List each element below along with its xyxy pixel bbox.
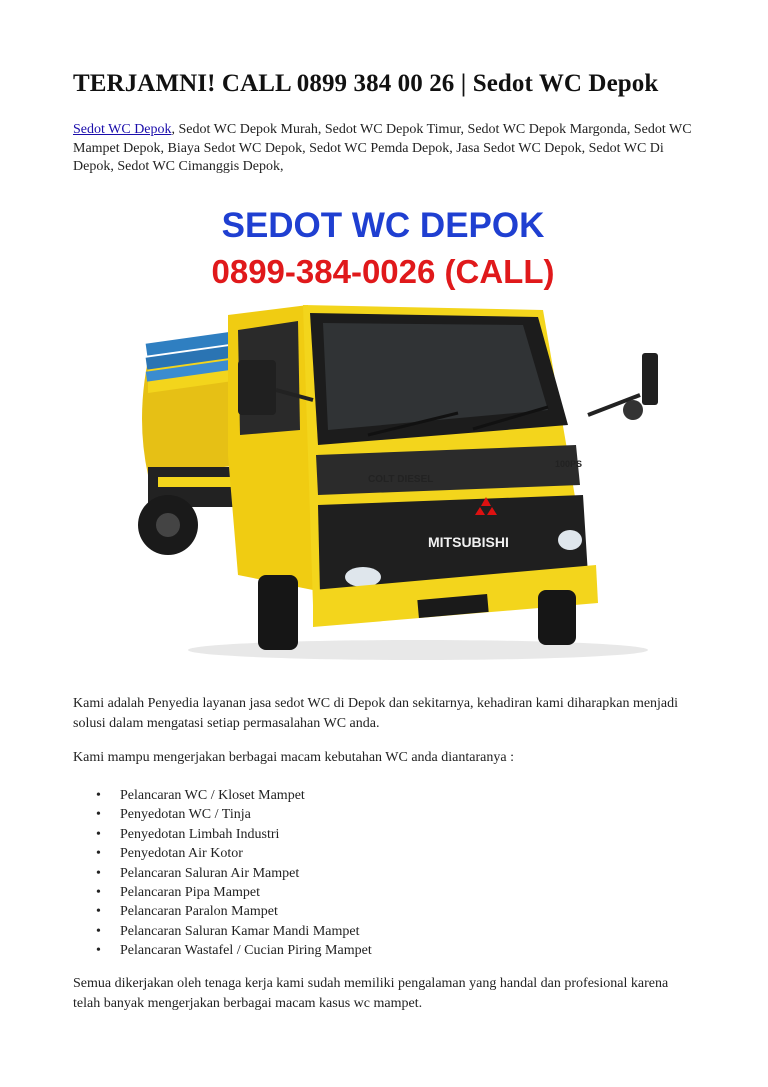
advert-headline: SEDOT WC DEPOK: [221, 206, 545, 245]
services-list: [96, 786, 372, 961]
list-item: • Penyedotan Air Kotor: [96, 844, 372, 863]
list-item: • Pelancaran Pipa Mampet: [96, 883, 372, 902]
advert-phone: 0899-384-0026 (CALL): [211, 253, 555, 290]
list-item: • Pelancaran Saluran Air Mampet: [96, 864, 372, 883]
truck-illustration: [138, 305, 658, 660]
intro-paragraph: [73, 121, 698, 177]
model-label: COLT DIESEL: [368, 474, 434, 485]
truck-advert-image: [128, 195, 668, 665]
intro-link[interactable]: Sedot WC Depok: [73, 122, 172, 137]
paragraph-closing: Semua dikerjakan oleh tenaga kerja kami sudah memiliki pengalaman yang handal dan profesional karena telah banyak mengerjakan berbagai macam kasus wc mampet.: [73, 976, 669, 1011]
paragraph-services-lead: Kami mampu mengerjakan berbagai macam kebutahan WC anda diantaranya :: [73, 750, 514, 765]
intro-text: , Sedot WC Depok Murah, Sedot WC Depok Timur, Sedot WC Depok Margonda, Sedot WC Mampet Depok, Biaya Sedot WC Depok, Sedot WC Pemda Depok, Jasa Sedot WC Depok, Sedot WC Di Depok, Sedot WC Cimanggis Depok,: [73, 122, 692, 174]
list-item: • Pelancaran WC / Kloset Mampet: [96, 786, 372, 805]
paragraph-intro-service: Kami adalah Penyedia layanan jasa sedot WC di Depok dan sekitarnya, kehadiran kami diharapkan menjadi solusi dalam mengatasi setiap permasalahan WC anda.: [73, 696, 679, 731]
page-title: TERJAMNI! CALL 0899 384 00 26 | Sedot WC Depok: [73, 70, 659, 97]
badge-label: 100PS: [555, 459, 583, 469]
list-item: • Penyedotan WC / Tinja: [96, 805, 372, 824]
list-item: • Pelancaran Saluran Kamar Mandi Mampet: [96, 922, 372, 941]
list-item: • Pelancaran Paralon Mampet: [96, 902, 372, 921]
brand-label: MITSUBISHI: [428, 534, 509, 550]
list-item: • Pelancaran Wastafel / Cucian Piring Mampet: [96, 941, 372, 960]
list-item: • Penyedotan Limbah Industri: [96, 825, 372, 844]
